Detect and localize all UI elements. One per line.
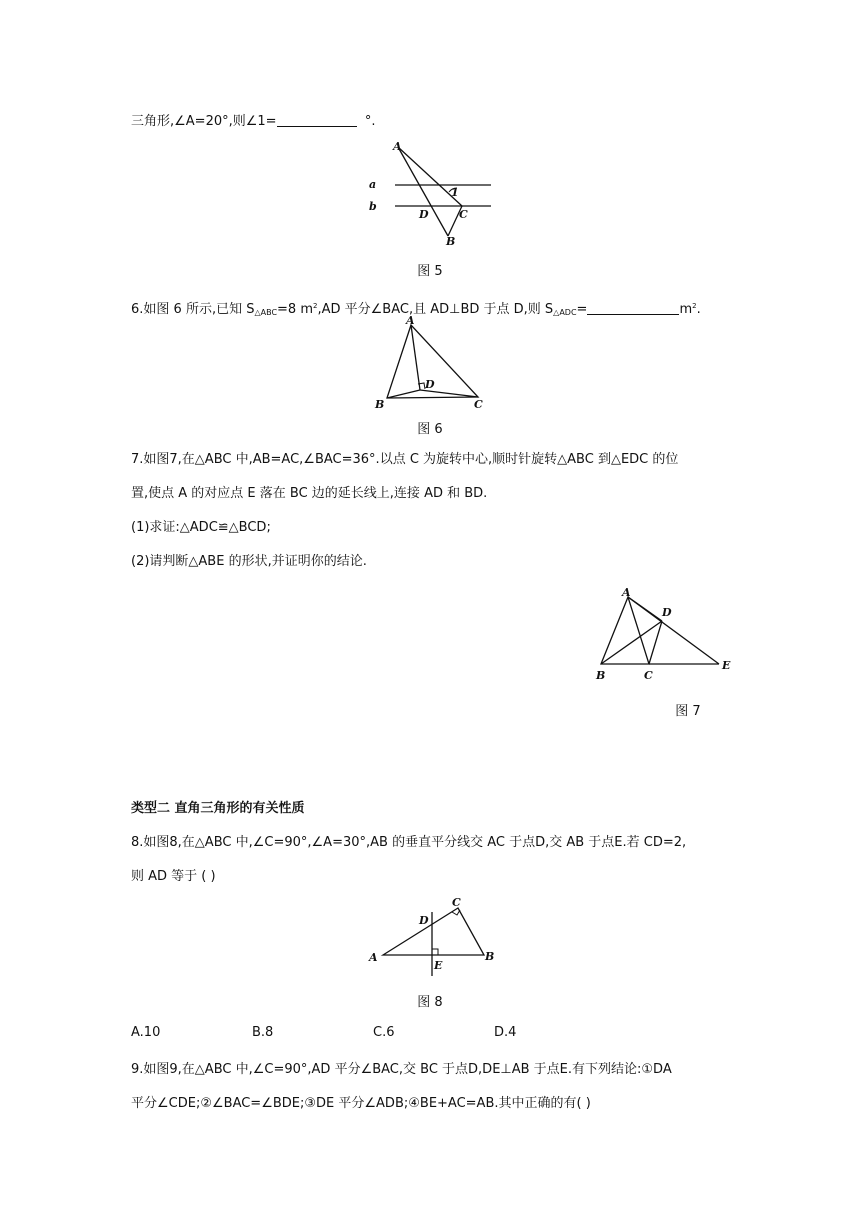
q6-sup-1: 2 [313,302,318,310]
fig8-caption: 图 8 [417,995,443,1010]
fig5-label-b: b [369,200,377,213]
q6-sup-2: 2 [692,302,697,310]
figure-7 [590,585,740,685]
q6-answer-blank[interactable] [587,301,679,315]
fig8-label-E: E [434,959,443,972]
figure-5 [365,140,495,250]
fig6-label-C: C [474,398,483,411]
q5-degree: °. [364,114,376,129]
fig8-label-D: D [419,914,429,927]
q6-sub-abc: △ABC [254,308,278,317]
fig7-label-B: B [596,669,606,682]
fig5-label-A: A [393,140,402,153]
fig6-label-A: A [406,314,415,327]
q6-text-4: = [576,302,588,317]
fig7-caption: 图 7 [675,704,701,719]
q8-option-c[interactable]: C.6 [373,1025,395,1040]
figure-6 [370,315,490,415]
q8-option-d[interactable]: D.4 [494,1025,517,1040]
fig7-label-D: D [662,606,672,619]
fig8-label-A: A [369,951,378,964]
q8-line-2: 则 AD 等于 ( ) [131,869,216,884]
fig7-label-A: A [622,586,631,599]
q9-line-2: 平分∠CDE;②∠BAC=∠BDE;③DE 平分∠ADB;④BE+AC=AB.其中正确的有( ) [131,1096,591,1111]
q9-line-1: 9.如图9,在△ABC 中,∠C=90°,AD 平分∠BAC,交 BC 于点D,DE⊥AB 于点E.有下列结论:①DA [131,1062,672,1077]
fig5-label-a: a [369,178,377,191]
fig6-label-B: B [375,398,385,411]
q5-text: 三角形,∠A=20°,则∠1= [131,114,277,129]
q6-text-1: 6.如图 6 所示,已知 S [131,302,255,317]
q7-line-2: 置,使点 A 的对应点 E 落在 BC 边的延长线上,连接 AD 和 BD. [131,486,488,501]
fig6-label-D: D [425,378,435,391]
fig5-label-D: D [419,208,429,221]
q8-option-b[interactable]: B.8 [252,1025,274,1040]
q6-text-5: m [679,302,693,317]
section-title: 类型二 直角三角形的有关性质 [131,801,305,816]
q6-text-3: ,AD 平分∠BAC,且 AD⊥BD 于点 D,则 S [317,302,554,317]
q8-line-1: 8.如图8,在△ABC 中,∠C=90°,∠A=30°,AB 的垂直平分线交 AC 于点D,交 AB 于点E.若 CD=2, [131,835,687,850]
figure-8 [365,892,505,982]
fig7-label-E: E [722,659,731,672]
q7-line-1: 7.如图7,在△ABC 中,AB=AC,∠BAC=36°.以点 C 为旋转中心,顺时针旋转△ABC 到△EDC 的位 [131,452,679,467]
fig6-caption: 图 6 [417,422,443,437]
q5-answer-blank[interactable] [277,113,357,127]
fig5-caption: 图 5 [417,264,443,279]
fig7-label-C: C [644,669,653,682]
q6-sub-adc: △ADC [553,308,577,317]
q5-line [131,113,375,131]
fig5-label-C: C [459,208,468,221]
fig5-label-B: B [446,235,456,248]
q6-text-2: =8 m [277,302,313,317]
q7-part-2: (2)请判断△ABE 的形状,并证明你的结论. [131,554,367,569]
fig5-label-1: 1 [451,186,459,199]
q7-part-1: (1)求证:△ADC≌△BCD; [131,520,271,535]
fig8-label-C: C [452,896,461,909]
fig8-label-B: B [485,950,495,963]
q6-text-6: . [696,302,701,317]
q8-option-a[interactable]: A.10 [131,1025,161,1040]
